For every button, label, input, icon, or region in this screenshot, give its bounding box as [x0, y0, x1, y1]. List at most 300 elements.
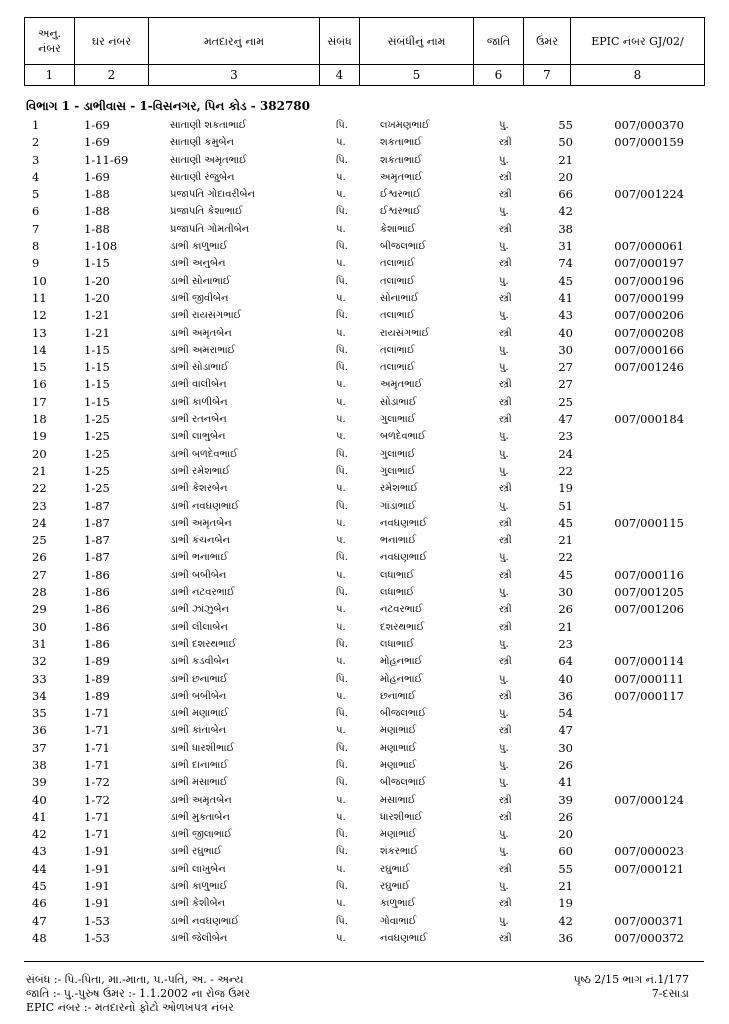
gender-cell: સ્ત્રી — [499, 794, 512, 806]
house-cell: 1-87 — [84, 515, 110, 530]
table-row — [0, 446, 729, 463]
gender-cell: પુ. — [499, 742, 509, 754]
relative-name-cell: તલાભાઈ — [380, 310, 415, 322]
age-cell: 19 — [558, 481, 573, 496]
relative-name-cell: મોહનભાઈ — [380, 656, 423, 668]
table-row — [0, 688, 729, 705]
serial-cell: 3 — [32, 152, 40, 167]
serial-cell: 24 — [32, 515, 47, 530]
voter-name-cell: ડાભી અમૃતબેન — [170, 794, 232, 806]
age-cell: 51 — [558, 498, 573, 513]
gender-cell: પુ. — [499, 465, 509, 477]
age-cell: 45 — [558, 515, 573, 530]
house-cell: 1-15 — [84, 256, 110, 271]
serial-cell: 32 — [32, 654, 47, 669]
voter-name-cell: ડાભી રાયસંગભાઈ — [170, 310, 242, 322]
gender-cell: પુ. — [499, 344, 509, 356]
relative-name-cell: નટવરભાઈ — [380, 604, 423, 616]
table-row — [0, 152, 729, 169]
serial-cell: 16 — [32, 377, 47, 392]
age-cell: 40 — [558, 671, 573, 686]
voter-name-cell: ડાભી છનાભાઈ — [170, 673, 228, 685]
epic-cell: 007/000121 — [614, 861, 684, 876]
house-cell: 1-69 — [84, 118, 110, 132]
house-cell: 1-86 — [84, 619, 110, 634]
epic-cell: 007/001246 — [614, 360, 684, 375]
relation-cell: પ. — [336, 292, 346, 304]
epic-cell: 007/000184 — [614, 412, 684, 427]
house-cell: 1-88 — [84, 204, 110, 219]
age-cell: 26 — [558, 809, 573, 824]
epic-cell: 007/000115 — [614, 515, 684, 530]
house-cell: 1-91 — [84, 896, 110, 911]
age-cell: 22 — [558, 463, 573, 478]
table-row — [0, 601, 729, 618]
table-row — [0, 792, 729, 809]
epic-cell: 007/000166 — [614, 342, 684, 357]
age-cell: 20 — [558, 827, 573, 842]
table-row — [0, 930, 729, 947]
house-cell: 1-53 — [84, 913, 110, 928]
epic-cell: 007/000061 — [614, 239, 684, 254]
age-cell: 31 — [558, 239, 573, 254]
house-cell: 1-15 — [84, 394, 110, 409]
house-cell: 1-71 — [84, 827, 110, 842]
serial-cell: 44 — [32, 861, 47, 876]
age-cell: 24 — [558, 446, 573, 461]
gender-cell: સ્ત્રી — [499, 932, 512, 944]
gender-cell: સ્ત્રી — [499, 517, 512, 529]
col-header-epic: EPIC નંબર GJ/02/ — [571, 18, 705, 65]
gender-cell: સ્ત્રી — [499, 414, 512, 426]
relation-cell: પિ. — [336, 915, 348, 927]
relative-name-cell: શકતાભાઈ — [380, 154, 423, 166]
serial-cell: 41 — [32, 809, 47, 824]
footer-gender-age-legend: જાતિ :- પુ.-પુરુષ ઉંમર :- 1.1.2002 ના રોજ ઉંમર — [26, 987, 251, 1000]
relation-cell: પ. — [336, 379, 346, 391]
table-row — [0, 186, 729, 203]
relation-cell: પિ. — [336, 310, 348, 322]
relation-cell: પ. — [336, 396, 346, 408]
epic-cell: 007/000117 — [614, 688, 684, 703]
serial-cell: 22 — [32, 481, 47, 496]
age-cell: 64 — [558, 654, 573, 669]
relative-name-cell: સોડાભાઈ — [380, 396, 417, 408]
relation-cell: પ. — [336, 569, 346, 581]
relative-name-cell: મોહનભાઈ — [380, 673, 423, 685]
house-cell: 1-88 — [84, 187, 110, 202]
gender-cell: પુ. — [499, 154, 509, 166]
age-cell: 30 — [558, 740, 573, 755]
epic-cell: 007/000208 — [614, 325, 684, 340]
table-row — [0, 705, 729, 722]
relation-cell: પિ. — [336, 742, 348, 754]
age-cell: 55 — [558, 861, 573, 876]
table-row — [0, 653, 729, 670]
relation-cell: પિ. — [336, 448, 348, 460]
gender-cell: સ્ત્રી — [499, 379, 512, 391]
gender-cell: સ્ત્રી — [499, 604, 512, 616]
relative-name-cell: કેશાભાઈ — [380, 223, 416, 235]
serial-cell: 28 — [32, 585, 47, 600]
gender-cell: પુ. — [499, 120, 509, 131]
serial-cell: 9 — [32, 256, 40, 271]
gender-cell: સ્ત્રી — [499, 396, 512, 408]
table-row — [0, 532, 729, 549]
relative-name-cell: તલાભાઈ — [380, 362, 415, 374]
table-row — [0, 878, 729, 895]
relation-cell: પિ. — [336, 500, 348, 512]
serial-cell: 18 — [32, 412, 47, 427]
voter-name-cell: ડાભી રઘુભાઈ — [170, 846, 222, 858]
voter-name-cell: ડાભી અનુબેન — [170, 258, 226, 270]
gender-cell: પુ. — [499, 759, 509, 771]
age-cell: 74 — [558, 256, 573, 271]
relative-name-cell: કાળુભાઈ — [380, 898, 416, 910]
gender-cell: પુ. — [499, 241, 509, 253]
relation-cell: પિ. — [336, 673, 348, 685]
age-cell: 26 — [558, 602, 573, 617]
voter-name-cell: ડાભી કંચનબેન — [170, 535, 230, 547]
header-table — [24, 17, 705, 86]
relative-name-cell: બીજલભાઈ — [380, 708, 427, 720]
col-header-age: ઉંમર — [524, 18, 571, 65]
house-cell: 1-86 — [84, 602, 110, 617]
relation-cell: પ. — [336, 535, 346, 547]
relation-cell: પ. — [336, 656, 346, 668]
relation-cell: પ. — [336, 483, 346, 495]
age-cell: 30 — [558, 585, 573, 600]
gender-cell: પુ. — [499, 362, 509, 374]
col-header-relation: સંબંધ — [320, 18, 360, 65]
epic-cell: 007/001224 — [614, 187, 684, 202]
voter-name-cell: ડાભી જીવીબેન — [170, 292, 229, 304]
serial-cell: 36 — [32, 723, 47, 738]
house-cell: 1-87 — [84, 498, 110, 513]
voter-name-cell: પ્રજાપતિ ગોમતીબેન — [170, 223, 250, 235]
serial-cell: 33 — [32, 671, 47, 686]
age-cell: 30 — [558, 342, 573, 357]
relation-cell: પિ. — [336, 465, 348, 477]
relative-name-cell: ઈશ્વરભાઈ — [380, 189, 421, 201]
relative-name-cell: લધાભાઈ — [380, 638, 415, 650]
age-cell: 41 — [558, 290, 573, 305]
table-row — [0, 169, 729, 186]
age-cell: 20 — [558, 169, 573, 184]
relation-cell: પ. — [336, 137, 346, 149]
relative-name-cell: તલાભાઈ — [380, 344, 415, 356]
voter-name-cell: ડાભી સોડાભાઈ — [170, 362, 229, 374]
col-number-1: 1 — [25, 65, 75, 86]
serial-cell: 42 — [32, 827, 47, 842]
serial-cell: 25 — [32, 533, 47, 548]
voter-name-cell: ડાભી લાખુબેન — [170, 863, 226, 875]
col-header-gender: જાતિ — [474, 18, 524, 65]
serial-cell: 20 — [32, 446, 47, 461]
voter-list — [0, 117, 729, 947]
relative-name-cell: ધારશીભાઈ — [380, 811, 423, 823]
relative-name-cell: રઘુભાઈ — [380, 863, 410, 875]
gender-cell: સ્ત્રી — [499, 327, 512, 339]
relative-name-cell: ગુલાભાઈ — [380, 465, 416, 477]
relation-cell: પિ. — [336, 275, 348, 287]
house-cell: 1-25 — [84, 463, 110, 478]
voter-name-cell: ડાભી કાળુભાઈ — [170, 241, 228, 253]
footer-divider — [24, 961, 704, 962]
gender-cell: પુ. — [499, 708, 509, 720]
house-cell: 1-87 — [84, 550, 110, 565]
relative-name-cell: ગુલાભાઈ — [380, 414, 416, 426]
table-row — [0, 515, 729, 532]
serial-cell: 19 — [32, 429, 47, 444]
epic-cell: 007/000206 — [614, 308, 684, 323]
age-cell: 60 — [558, 844, 573, 859]
relation-cell: પિ. — [336, 708, 348, 720]
serial-cell: 35 — [32, 706, 47, 721]
house-cell: 1-71 — [84, 757, 110, 772]
gender-cell: પુ. — [499, 777, 509, 789]
relation-cell: પ. — [336, 863, 346, 875]
epic-cell: 007/000371 — [614, 913, 684, 928]
house-cell: 1-71 — [84, 740, 110, 755]
relation-cell: પ. — [336, 327, 346, 339]
relation-cell: પ. — [336, 258, 346, 270]
gender-cell: પુ. — [499, 587, 509, 599]
relation-cell: પિ. — [336, 362, 348, 374]
epic-cell: 007/000116 — [614, 567, 684, 582]
age-cell: 40 — [558, 325, 573, 340]
house-cell: 1-15 — [84, 360, 110, 375]
age-cell: 45 — [558, 567, 573, 582]
voter-name-cell: ડાભી અમૃતબેન — [170, 517, 232, 529]
age-cell: 47 — [558, 412, 573, 427]
gender-cell: પુ. — [499, 552, 509, 564]
serial-cell: 15 — [32, 360, 47, 375]
age-cell: 25 — [558, 394, 573, 409]
age-cell: 26 — [558, 757, 573, 772]
table-row — [0, 273, 729, 290]
epic-cell: 007/000372 — [614, 930, 684, 945]
house-cell: 1-89 — [84, 688, 110, 703]
constituency-name: 7-દસાડા — [651, 987, 689, 1000]
serial-cell: 26 — [32, 550, 47, 565]
voter-name-cell: ડાભી બબીબેન — [170, 569, 227, 581]
page-number: પૃષ્ઠ 2/15 ભાગ નં.1/177 — [573, 973, 689, 986]
serial-cell: 34 — [32, 688, 47, 703]
relation-cell: પ. — [336, 794, 346, 806]
table-row — [0, 342, 729, 359]
serial-cell: 10 — [32, 273, 47, 288]
relative-name-cell: બીજલભાઈ — [380, 241, 427, 253]
section-title: વિભાગ 1 - ડાભીવાસ - 1-વિસનગર, પિન કોડ - 382780 — [26, 99, 310, 113]
table-row — [0, 480, 729, 497]
house-cell: 1-25 — [84, 412, 110, 427]
relative-name-cell: લધાભાઈ — [380, 569, 415, 581]
table-row — [0, 255, 729, 272]
table-row — [0, 290, 729, 307]
age-cell: 43 — [558, 308, 573, 323]
epic-cell: 007/000196 — [614, 273, 684, 288]
house-cell: 1-25 — [84, 481, 110, 496]
table-row — [0, 376, 729, 393]
relation-cell: પ. — [336, 690, 346, 702]
serial-cell: 23 — [32, 498, 47, 513]
age-cell: 54 — [558, 706, 573, 721]
relation-cell: પ. — [336, 189, 346, 201]
serial-cell: 17 — [32, 394, 47, 409]
relative-name-cell: મણાભાઈ — [380, 829, 417, 841]
house-cell: 1-11-69 — [84, 152, 129, 167]
age-cell: 21 — [558, 533, 573, 548]
relative-name-cell: શકતાભાઈ — [380, 137, 423, 149]
serial-cell: 21 — [32, 463, 47, 478]
relation-cell: પ. — [336, 223, 346, 235]
relative-name-cell: દશરથભાઈ — [380, 621, 425, 633]
epic-cell: 007/000023 — [614, 844, 684, 859]
relative-name-cell: ગોવાભાઈ — [380, 915, 417, 927]
relation-cell: પિ. — [336, 759, 348, 771]
table-row — [0, 757, 729, 774]
table-row — [0, 325, 729, 342]
house-cell: 1-53 — [84, 930, 110, 945]
serial-cell: 6 — [32, 204, 40, 219]
gender-cell: પુ. — [499, 500, 509, 512]
voter-name-cell: ડાભી કાળીબેન — [170, 396, 228, 408]
age-cell: 21 — [558, 152, 573, 167]
house-cell: 1-21 — [84, 325, 110, 340]
age-cell: 50 — [558, 135, 573, 150]
serial-cell: 40 — [32, 792, 47, 807]
table-row — [0, 861, 729, 878]
voter-name-cell: ડાભી બળદેવભાઈ — [170, 448, 238, 460]
age-cell: 27 — [558, 377, 573, 392]
age-cell: 39 — [558, 792, 573, 807]
relation-cell: પ. — [336, 171, 346, 183]
house-cell: 1-72 — [84, 775, 110, 790]
age-cell: 41 — [558, 775, 573, 790]
table-row — [0, 238, 729, 255]
col-header-serial: અનુ. નંબર — [25, 18, 75, 65]
table-row — [0, 636, 729, 653]
relation-cell: પિ. — [336, 154, 348, 166]
voter-name-cell: ડાભી લાભુબેન — [170, 431, 226, 443]
serial-cell: 1 — [32, 118, 40, 132]
epic-cell: 007/000159 — [614, 135, 684, 150]
epic-cell: 007/001206 — [614, 602, 684, 617]
relation-cell: પિ. — [336, 120, 348, 131]
relative-name-cell: છનાભાઈ — [380, 690, 416, 702]
voter-name-cell: ડાભી ભનાભાઈ — [170, 552, 229, 564]
gender-cell: સ્ત્રી — [499, 621, 512, 633]
gender-cell: સ્ત્રી — [499, 223, 512, 235]
voter-name-cell: ડાભી કાળુભાઈ — [170, 881, 228, 893]
voter-name-cell: ડાભી અમરાભાઈ — [170, 344, 236, 356]
voter-name-cell: ડાભી કેશરબેન — [170, 483, 228, 495]
house-cell: 1-86 — [84, 567, 110, 582]
relative-name-cell: ગુલાભાઈ — [380, 448, 416, 460]
gender-cell: પુ. — [499, 431, 509, 443]
relative-name-cell: મણાભાઈ — [380, 725, 417, 737]
table-row — [0, 549, 729, 566]
col-number-4: 4 — [320, 65, 360, 86]
age-cell: 66 — [558, 187, 573, 202]
table-row — [0, 740, 729, 757]
serial-cell: 14 — [32, 342, 47, 357]
relation-cell: પિ. — [336, 777, 348, 789]
voter-name-cell: ડાભી નવઘણભાઈ — [170, 500, 240, 512]
voter-name-cell: ડાભી જેલીબેન — [170, 932, 228, 944]
epic-cell: 007/000370 — [614, 118, 684, 132]
relative-name-cell: તલાભાઈ — [380, 258, 415, 270]
serial-cell: 11 — [32, 290, 47, 305]
voter-name-cell: ડાભી દાનાભાઈ — [170, 759, 229, 771]
table-row — [0, 913, 729, 930]
gender-cell: સ્ત્રી — [499, 863, 512, 875]
house-cell: 1-91 — [84, 861, 110, 876]
voter-name-cell: ડાભી કાંતાબેન — [170, 725, 227, 737]
voter-name-cell: ડાભી ધારશીભાઈ — [170, 742, 235, 754]
serial-cell: 8 — [32, 239, 40, 254]
relative-name-cell: તલાભાઈ — [380, 275, 415, 287]
house-cell: 1-88 — [84, 221, 110, 236]
serial-cell: 27 — [32, 567, 47, 582]
col-number-8: 8 — [571, 65, 705, 86]
relation-cell: પિ. — [336, 829, 348, 841]
table-row — [0, 895, 729, 912]
gender-cell: પુ. — [499, 673, 509, 685]
age-cell: 47 — [558, 723, 573, 738]
age-cell: 45 — [558, 273, 573, 288]
table-row — [0, 359, 729, 376]
gender-cell: પુ. — [499, 310, 509, 322]
serial-cell: 38 — [32, 757, 47, 772]
col-number-3: 3 — [149, 65, 320, 86]
house-cell: 1-72 — [84, 792, 110, 807]
voter-name-cell: સાતાણી કમુબેન — [170, 137, 234, 149]
gender-cell: પુ. — [499, 881, 509, 893]
age-cell: 21 — [558, 879, 573, 894]
relation-cell: પ. — [336, 725, 346, 737]
voter-name-cell: ડાભી સોનાભાઈ — [170, 275, 231, 287]
table-row — [0, 463, 729, 480]
gender-cell: સ્ત્રી — [499, 898, 512, 910]
age-cell: 42 — [558, 204, 573, 219]
house-cell: 1-71 — [84, 809, 110, 824]
relation-cell: પ. — [336, 898, 346, 910]
gender-cell: સ્ત્રી — [499, 171, 512, 183]
table-row — [0, 567, 729, 584]
relation-cell: પિ. — [336, 206, 348, 218]
table-row — [0, 203, 729, 220]
table-row — [0, 498, 729, 515]
voter-name-cell: સાતાણી રંજુબેન — [170, 171, 235, 183]
serial-cell: 43 — [32, 844, 47, 859]
table-row — [0, 394, 729, 411]
relation-cell: પિ. — [336, 587, 348, 599]
relative-name-cell: અમૃતભાઈ — [380, 379, 423, 391]
age-cell: 38 — [558, 221, 573, 236]
voter-name-cell: ડાભી દશરથભાઈ — [170, 638, 237, 650]
house-cell: 1-86 — [84, 585, 110, 600]
relative-name-cell: સોનાભાઈ — [380, 292, 419, 304]
table-row — [0, 307, 729, 324]
relation-cell: પ. — [336, 621, 346, 633]
house-cell: 1-91 — [84, 844, 110, 859]
serial-cell: 4 — [32, 169, 40, 184]
voter-name-cell: ડાભી લીલાબેન — [170, 621, 228, 633]
epic-cell: 007/000114 — [614, 654, 684, 669]
table-row — [0, 134, 729, 151]
